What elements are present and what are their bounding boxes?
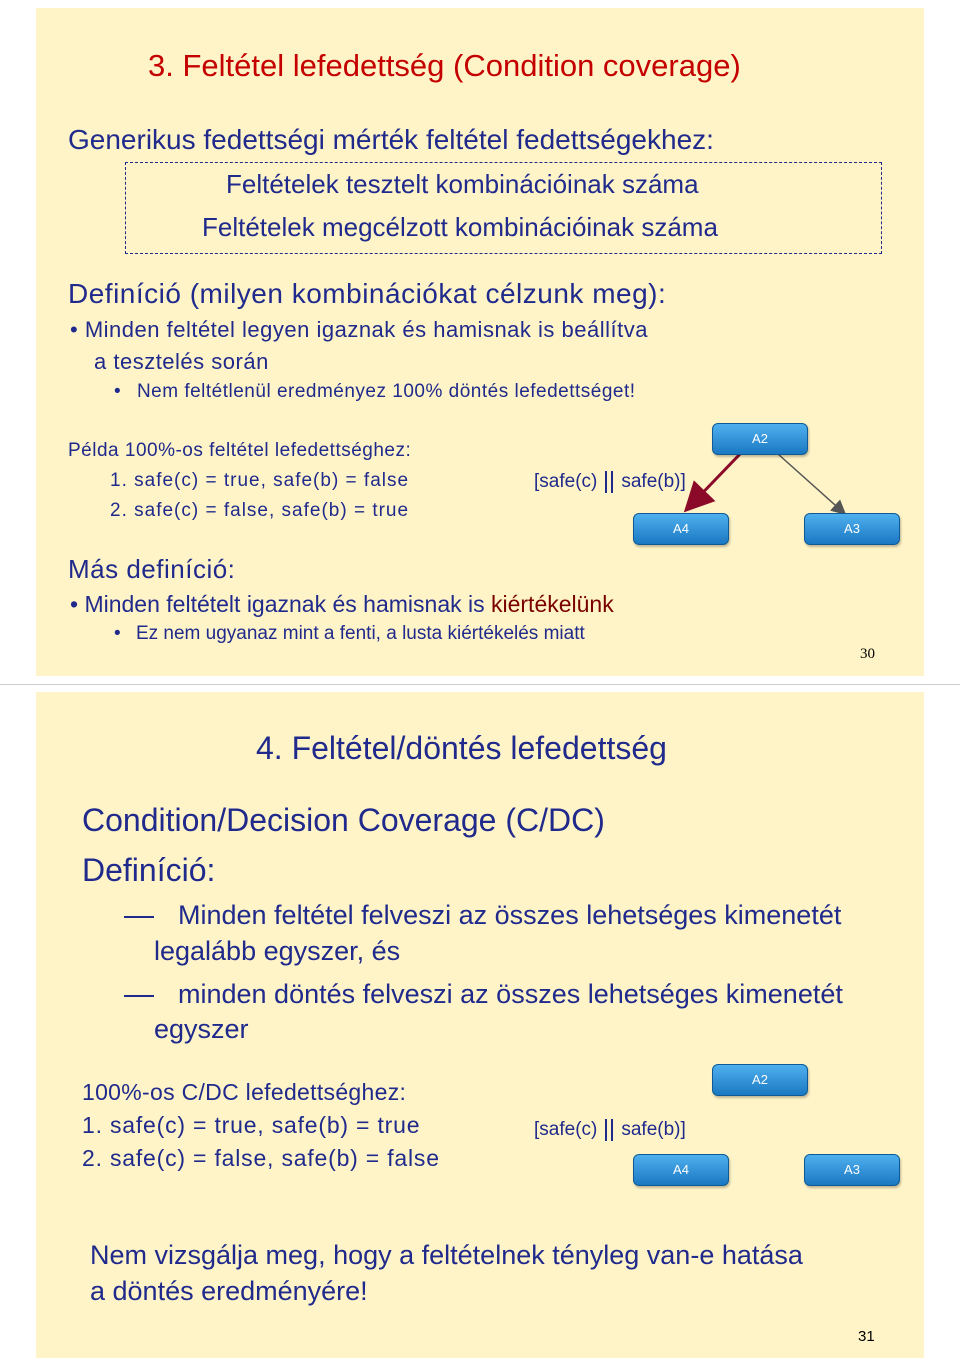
dash-item-1 [124,900,841,931]
fraction-numerator: Feltételek tesztelt kombinációinak száma [226,169,699,199]
edge-a2-a4 [688,454,740,508]
bullet-2-text: Minden feltételt igaznak és hamisnak is [84,591,491,617]
edge-a2-a3 [778,454,844,513]
bullet-1-continuation: a tesztelés során [94,349,269,374]
bullet-2-highlight: kiértékelünk [491,591,614,617]
sub-bullet-2-text: Ez nem ugyanaz mint a fenti, a lusta kiértékelés miatt [135,623,585,644]
node-a4: A4 [633,1154,729,1186]
bullet-2 [70,591,614,618]
node-a4: A4 [633,513,729,545]
page-number: 30 [860,646,875,662]
definition-heading: Definíció (milyen kombinációkat célzunk meg): [68,278,667,309]
bullet-dot: • [114,381,122,402]
or-bar [605,1119,607,1141]
slide-title: 3. Feltétel lefedettség (Condition coverage) [148,48,741,83]
expr-right: safe(b)] [621,471,686,493]
expr-left: [safe(c) [534,1119,598,1141]
dash-item-2 [124,979,843,1010]
slide-subtitle: Condition/Decision Coverage (C/DC) [82,802,605,838]
example-2: 2. safe(c) = false, safe(b) = true [110,500,410,521]
dash-item-2-text: minden döntés felveszi az összes lehetséges kimenetét [178,979,843,1009]
definition-heading: Definíció: [82,852,216,888]
bullet-1-text: Minden feltétel legyen igaznak és hamisnak is beállítva [84,317,648,342]
expr-left: [safe(c) [534,471,598,493]
sub-bullet-2 [114,623,585,645]
example-heading: 100%-os C/DC lefedettséghez: [82,1079,407,1105]
slide-31 [36,692,924,1358]
decision-expression [534,1119,686,1141]
other-definition-heading: Más definíció: [68,554,236,584]
expr-right: safe(b)] [621,1119,686,1141]
slide-title: 4. Feltétel/döntés lefedettség [256,730,667,766]
dash-item-1-continuation: legalább egyszer, és [154,936,401,966]
note-line-2: a döntés eredményére! [90,1276,368,1306]
dash-item-2-continuation: egyszer [154,1014,249,1044]
example-1: 1. safe(c) = true, safe(b) = false [110,470,410,491]
example-heading: Példa 100%-os feltétel lefedettséghez: [68,440,412,461]
dash-marker [124,995,154,997]
dash-marker [124,916,154,918]
bullet-dot: • [70,591,79,617]
dash-item-1-text: Minden feltétel felveszi az összes lehetséges kimenetét [178,900,842,930]
bullet-dot: • [70,317,79,342]
note-line-1: Nem vizsgálja meg, hogy a feltételnek tényleg van-e hatása [90,1240,803,1270]
bullet-dot: • [114,623,121,644]
node-a3: A3 [804,513,900,545]
page-number: 31 [858,1328,875,1345]
or-bar [611,1119,613,1141]
node-a2: A2 [712,1064,808,1096]
generic-heading: Generikus fedettségi mérték feltétel fedettségekhez: [68,124,714,155]
slide-30 [36,8,924,676]
example-2: 2. safe(c) = false, safe(b) = false [82,1145,440,1171]
example-1: 1. safe(c) = true, safe(b) = true [82,1112,421,1138]
page-separator [0,684,960,685]
sub-bullet-1-text: Nem feltétlenül eredményez 100% döntés lefedettséget! [136,381,636,402]
fraction-denominator: Feltételek megcélzott kombinációinak száma [202,212,718,242]
node-a2: A2 [712,423,808,455]
node-a3: A3 [804,1154,900,1186]
